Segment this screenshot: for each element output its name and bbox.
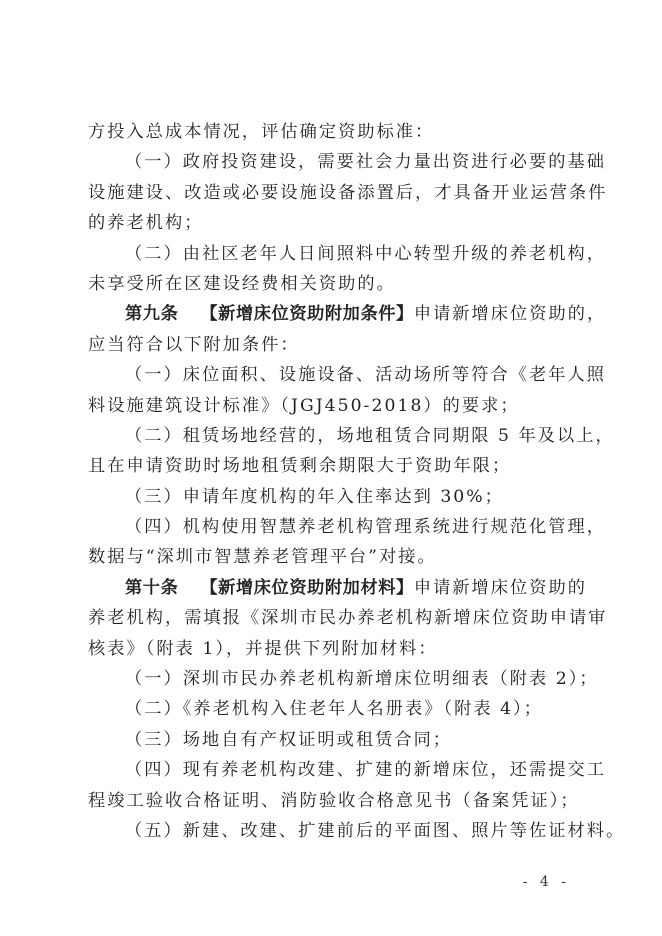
page-number: - 4 - — [522, 874, 570, 890]
text-line: （四）机构使用智慧养老机构管理系统进行规范化管理， — [125, 517, 606, 538]
text-line: 方投入总成本情况，评估确定资助标准： — [88, 122, 435, 142]
text-line: 设施建设、改造或必要设施设备添置后，才具备开业运营条件 — [88, 182, 608, 203]
article-10-lead: 申请新增床位资助的 — [413, 577, 587, 598]
text-line: 且在申请资助时场地租赁剩余期限大于资助年限； — [88, 456, 512, 477]
text-line: （三）申请年度机构的年入住率达到 30%； — [125, 486, 504, 507]
text-line: （一）政府投资建设，需要社会力量出资进行必要的基础 — [125, 152, 606, 173]
text-line: （三）场地自有产权证明或租赁合同； — [125, 729, 453, 750]
text-line: 程竣工验收合格证明、消防验收合格意见书（备案凭证）； — [88, 790, 580, 811]
text-line: （二）《养老机构入住老年人名册表》（附表 4）； — [125, 699, 543, 720]
text-line: 应当符合以下附加条件： — [88, 334, 300, 355]
text-line: （二）租赁场地经营的，场地租赁合同期限 5 年及以上， — [125, 425, 615, 446]
text-line: 核表》（附表 1），并提供下列附加材料： — [88, 638, 438, 659]
document-page — [88, 117, 626, 846]
article-9-heading-line — [88, 299, 607, 329]
text-line: （二）由社区老年人日间照料中心转型升级的养老机构， — [125, 243, 606, 264]
article-9-number: 第九条 — [125, 304, 179, 325]
article-10-heading-line — [88, 573, 587, 603]
text-line: 未享受所在区建设经费相关资助的。 — [88, 273, 396, 294]
text-line: （一）床位面积、设施设备、活动场所等符合《老年人照 — [125, 365, 606, 386]
text-line: （五）新建、改建、扩建前后的平面图、照片等佐证材料。 — [125, 820, 626, 841]
article-9-title: 【新增床位资助附加条件】 — [200, 304, 414, 325]
article-9-lead: 申请新增床位资助的， — [413, 304, 607, 325]
text-line: 料设施建筑设计标准》（JGJ450-2018）的要求； — [88, 395, 520, 416]
article-10-number: 第十条 — [125, 577, 179, 598]
text-line: （一）深圳市民办养老机构新增床位明细表（附表 2）； — [125, 669, 599, 690]
text-line: 养老机构，需填报《深圳市民办养老机构新增床位资助申请审 — [88, 608, 608, 629]
article-10-title: 【新增床位资助附加材料】 — [200, 577, 414, 598]
text-line: 数据与“深圳市智慧养老管理平台”对接。 — [88, 547, 437, 568]
text-line: （四）现有养老机构改建、扩建的新增床位，还需提交工 — [125, 760, 606, 781]
text-line: 的养老机构； — [88, 213, 204, 234]
